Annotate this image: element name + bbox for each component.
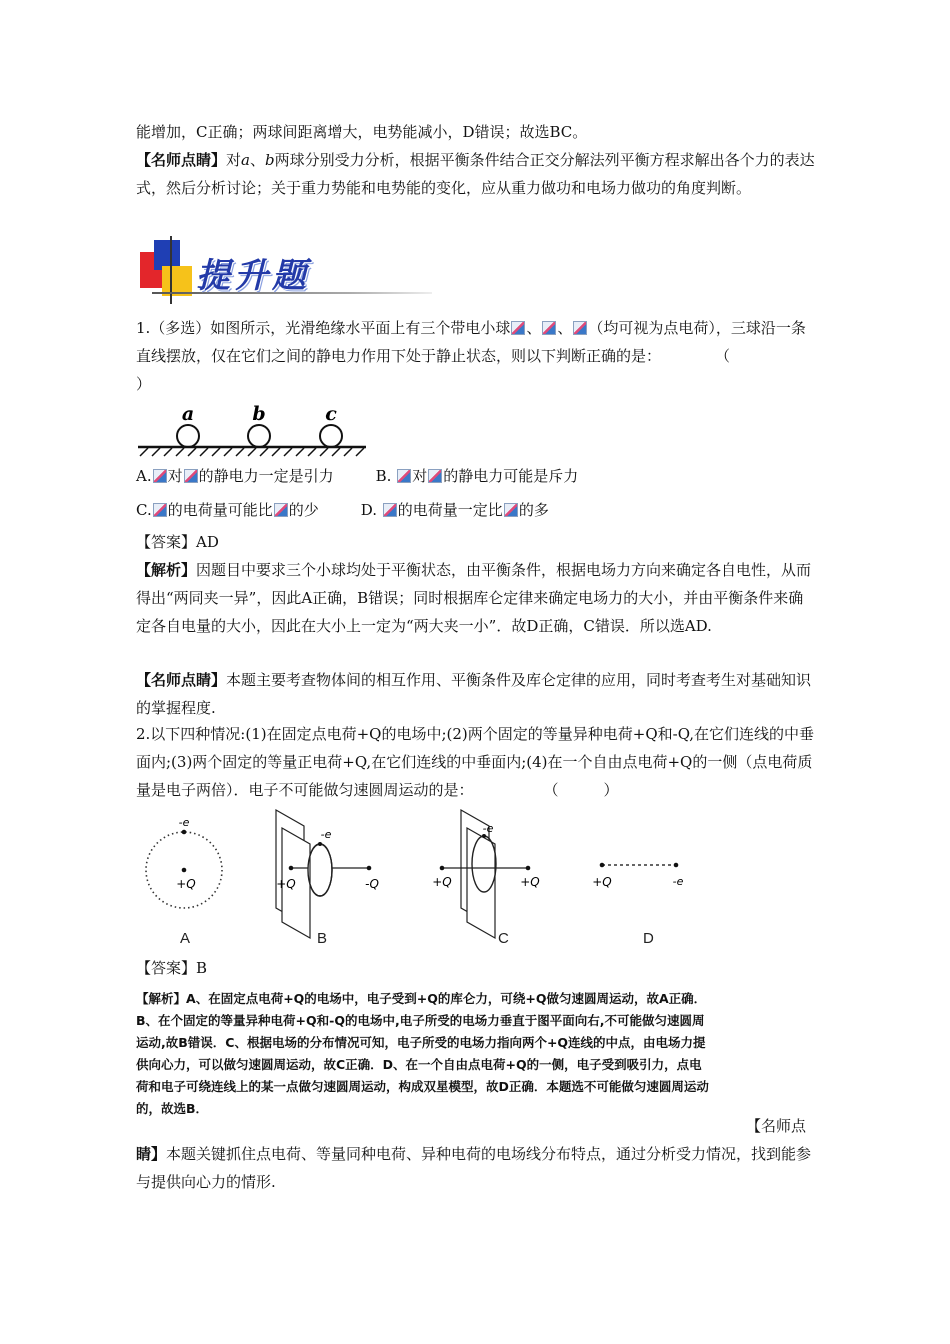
figure-c — [432, 810, 540, 938]
ball-c-symbol-icon — [573, 321, 587, 335]
q1-options-row-1 — [136, 462, 818, 490]
section-banner — [136, 236, 436, 306]
continued-solution-line: 能增加，C正确；两球间距离增大，电势能减小，D错误；故选BC。 — [136, 123, 588, 141]
ball-b-symbol-icon — [542, 321, 556, 335]
q2-analysis: 【解析】A、在固定点电荷+Q的电场中，电子受到+Q的库仑力，可绕+Q做匀速圆周运动，故A正确．B、在个固定的等量异种电荷+Q和-Q的电场中,电子所受的电场力垂直于图平面向右,不可能做匀速圆周运动,故B错误．C、根据电场的分布情况可知，电子所受的电场力指向两个+Q连线的中点，由电场力提供向心力，可以做匀速圆周运动，故C正确．D、在一个自由点电荷+Q的一侧，电子受到吸引力，点电荷和电子可绕连线上的某一点做匀速圆周运动，构成双星模型，故D正确．本题选不可能做匀速圆周运动的，故选B． — [136, 991, 709, 1116]
svg-text:-e: -e — [320, 828, 332, 841]
q1-figure — [136, 400, 368, 464]
option-c: C. 的电荷量可能比 的少 — [136, 501, 319, 519]
symbol-icon — [153, 503, 167, 517]
q2-answer: 【答案】B — [136, 959, 208, 977]
electron-dot — [182, 830, 187, 835]
svg-text:+Q: +Q — [520, 875, 540, 889]
figure-b — [276, 810, 379, 938]
ball-label-a: a — [181, 403, 195, 425]
symbol-icon — [383, 503, 397, 517]
pos-charge-label: +Q — [176, 877, 196, 891]
ground-hatching — [140, 448, 364, 456]
symbol-icon — [428, 469, 442, 483]
option-b: B. 对 的静电力可能是斥力 — [375, 467, 579, 485]
q2-stem: 2.以下四种情况:(1)在固定点电荷+Q的电场中;(2)两个固定的等量异种电荷+Q和-Q,在它们连线的中垂面内;(3)两个固定的等量正电荷+Q,在它们连线的中垂面内;(4)在一个自由点电荷+Q的一侧（点电荷质量是电子两倍）．电子不可能做匀速圆周运动的是： （ ） — [136, 725, 815, 799]
q2-figures — [136, 808, 716, 958]
ball-a — [177, 425, 199, 447]
option-a: A. 对 的静电力一定是引力 — [136, 467, 334, 485]
charge-dot — [182, 868, 187, 873]
q1-answer: 【答案】AD — [136, 533, 219, 551]
svg-text:+Q: +Q — [276, 877, 296, 891]
q1-analysis: 【解析】因题目中要求三个小球均处于平衡状态，由平衡条件，根据电场力方向来确定各自电性，从而得出“两同夹一异”，因此A正确，B错误；同时根据库仑定律来确定电场力的大小，并由平衡条件来确定各自电量的大小，因此在大小上一定为“两大夹一小”．故D正确，C错误．所以选AD. — [136, 561, 812, 635]
svg-text:+Q: +Q — [432, 875, 452, 889]
electron-label: -e — [178, 816, 190, 829]
top-tip-paragraph: 【名师点睛】对a、b两球分别受力分析，根据平衡条件结合正交分解法列平衡方程求解出各个力的表达式，然后分析讨论；关于重力势能和电势能的变化，应从重力做功和电场力做功的角度判断。 — [136, 151, 815, 197]
option-d: D. 的电荷量一定比 的多 — [360, 501, 549, 519]
q1-tip: 【名师点睛】本题主要考查物体间的相互作用、平衡条件及库仑定律的应用，同时考查考生对基础知识的掌握程度. — [136, 671, 812, 717]
figure-d — [592, 863, 683, 889]
svg-text:-e: -e — [482, 822, 494, 835]
symbol-icon — [504, 503, 518, 517]
svg-text:+Q: +Q — [592, 875, 612, 889]
banner-title: 提升题 — [196, 256, 310, 296]
svg-text:-Q: -Q — [365, 877, 379, 891]
q2-tip: 睛】本题关键抓住点电荷、等量同种电荷、异种电荷的电场线分布特点，通过分析受力情况，找到能参与提供向心力的情形. — [136, 1145, 812, 1191]
symbol-icon — [397, 469, 411, 483]
ball-c — [320, 425, 342, 447]
figure-caption-b: B — [317, 930, 328, 947]
ball-label-b: b — [252, 403, 266, 425]
q1-options-row-2 — [136, 496, 818, 524]
q2-tip-label-part1: 【名师点 — [746, 1117, 807, 1135]
ball-label-c: c — [325, 403, 337, 425]
figure-caption-d: D — [643, 930, 654, 947]
symbol-icon — [153, 469, 167, 483]
symbol-icon — [184, 469, 198, 483]
figure-a — [146, 816, 222, 908]
ball-b — [248, 425, 270, 447]
svg-text:-e: -e — [672, 875, 684, 888]
figure-caption-c: C — [498, 930, 509, 947]
q1-stem: 1.（多选）如图所示，光滑绝缘水平面上有三个带电小球 、 、 （均可视为点电荷），三球沿一条直线摆放，仅在它们之间的静电力作用下处于静止状态，则以下判断正确的是： （ ） — [136, 319, 806, 393]
figure-caption-a: A — [180, 930, 191, 947]
tip-label: 【名师点睛】 — [136, 151, 227, 169]
ball-a-symbol-icon — [511, 321, 525, 335]
symbol-icon — [274, 503, 288, 517]
